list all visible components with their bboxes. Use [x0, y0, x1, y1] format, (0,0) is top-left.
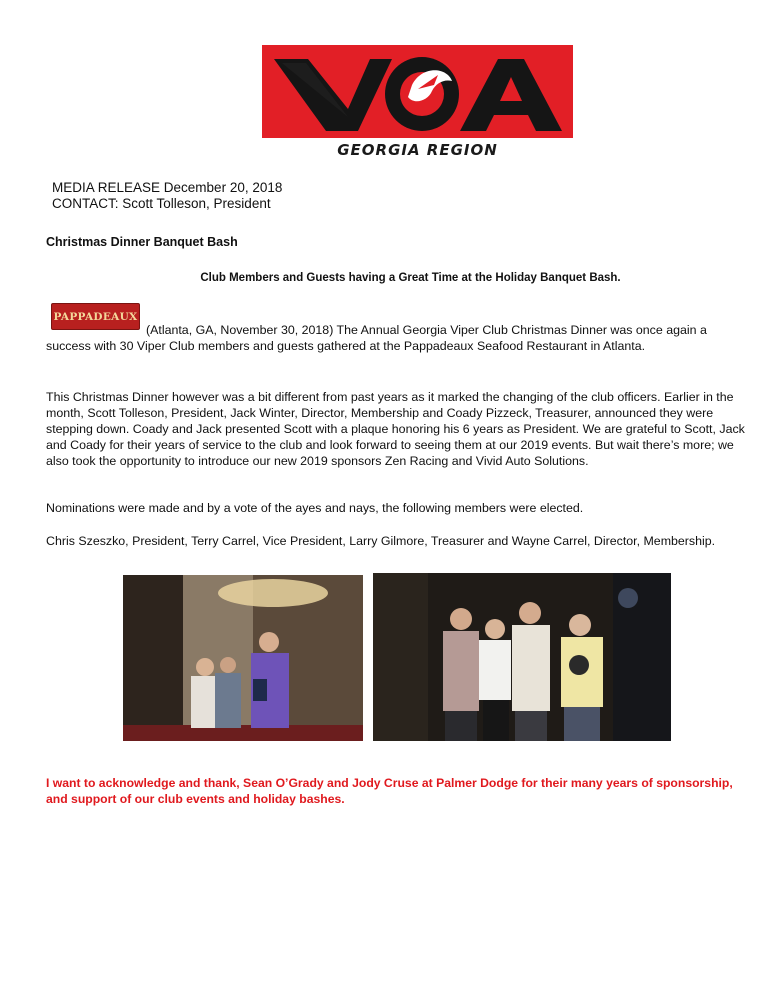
paragraph-intro: [46, 322, 746, 354]
media-release-date: MEDIA RELEASE December 20, 2018: [52, 180, 283, 195]
media-release-block: [52, 180, 282, 212]
paragraph-intro-text: (Atlanta, GA, November 30, 2018) The Annual Georgia Viper Club Christmas Dinner was once again a success with 30 Viper Club members and guests gathered at the Pappadeaux Seafood Restaurant in Atlanta.: [46, 323, 707, 353]
logo-banner: [262, 45, 573, 138]
media-release-contact: CONTACT: Scott Tolleson, President: [52, 196, 271, 211]
photo-plaque-presentation: [123, 575, 363, 741]
paragraph-officers: This Christmas Dinner however was a bit different from past years as it marked the changing of the club officers. Earlier in the month, Scott Tolleson, President, Jack Winter, Director, Membership and Coady Pizzeck, Treasurer, announced they were stepping down. Coady and Jack presented Scott with a plaque honoring his 6 years as President. We are grateful to Scott, Jack and Coady for their years of service to the club and look forward to seeing them at our 2019 events. But wait there’s more; we also took the opportunity to introduce our new 2019 sponsors Zen Racing and Vivid Auto Solutions.: [46, 390, 745, 468]
voa-letters-graphic: [262, 45, 573, 138]
subheadline: Club Members and Guests having a Great Time at the Holiday Banquet Bash.: [200, 272, 621, 284]
paragraph-nominations: Nominations were made and by a vote of the ayes and nays, the following members were elected.: [46, 501, 584, 515]
logo-subtitle-text: GEORGIA REGION: [337, 141, 498, 159]
voa-logo: [262, 45, 573, 160]
acknowledgement-text: I want to acknowledge and thank, Sean O’Grady and Jody Cruse at Palmer Dodge for their many years of sponsorship, and support of our club events and holiday bashes.: [46, 776, 733, 806]
headline: Christmas Dinner Banquet Bash: [46, 235, 238, 249]
logo-subtitle: [262, 140, 573, 160]
photo-new-officers: [373, 573, 671, 741]
pappadeaux-logo-text: PAPPADEAUX: [53, 310, 138, 323]
paragraph-elected: Chris Szeszko, President, Terry Carrel, Vice President, Larry Gilmore, Treasurer and Wayne Carrel, Director, Membership.: [46, 534, 716, 548]
